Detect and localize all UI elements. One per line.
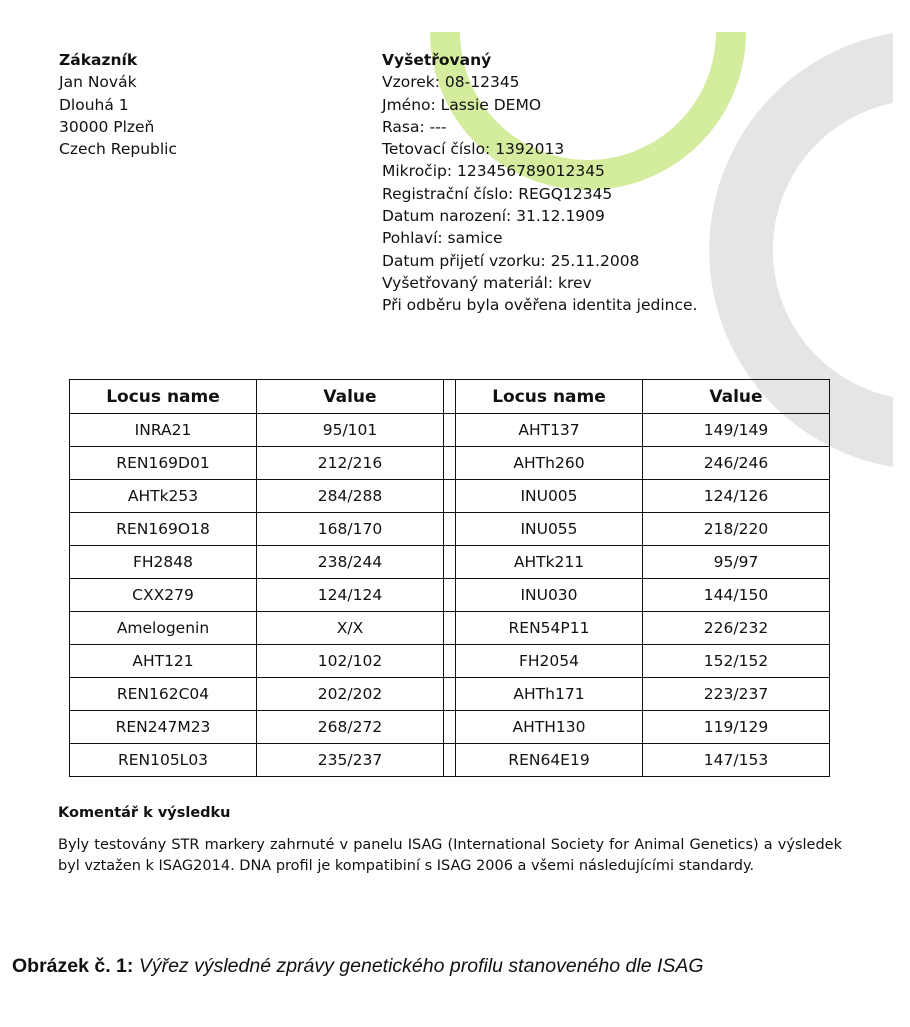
value-left-cell: 238/244 (257, 546, 444, 579)
column-separator (444, 744, 456, 777)
subject-identity-note: Při odběru byla ověřena identita jedince. (382, 296, 698, 315)
subject-registration: Registrační číslo: REGQ12345 (382, 184, 613, 203)
customer-street: Dlouhá 1 (59, 95, 129, 114)
customer-name: Jan Novák (59, 73, 137, 92)
value-left-cell: 95/101 (257, 414, 444, 447)
locus-left-cell: INRA21 (70, 414, 257, 447)
customer-block (59, 49, 177, 160)
table-row (70, 612, 830, 645)
table-row (70, 645, 830, 678)
locus-right-cell: FH2054 (456, 645, 643, 678)
customer-heading: Zákazník (59, 51, 138, 69)
caption-text: Výřez výsledné zprávy genetického profilu stanoveného dle ISAG (138, 955, 704, 977)
value-left-cell: 268/272 (257, 711, 444, 744)
customer-city: 30000 Plzeň (59, 117, 155, 136)
header-locus-right: Locus name (456, 380, 643, 414)
value-right-cell: 226/232 (643, 612, 830, 645)
value-right-cell: 124/126 (643, 480, 830, 513)
locus-right-cell: AHTh171 (456, 678, 643, 711)
column-separator (444, 645, 456, 678)
column-separator (444, 579, 456, 612)
locus-right-cell: REN54P11 (456, 612, 643, 645)
locus-right-cell: INU005 (456, 480, 643, 513)
subject-sex: Pohlaví: samice (382, 229, 503, 248)
subject-microchip: Mikročip: 123456789012345 (382, 162, 605, 181)
locus-left-cell: REN247M23 (70, 711, 257, 744)
locus-left-cell: REN169O18 (70, 513, 257, 546)
loci-header-row (70, 380, 830, 414)
header-value-right: Value (643, 380, 830, 414)
value-right-cell: 147/153 (643, 744, 830, 777)
subject-name: Jméno: Lassie DEMO (382, 95, 542, 114)
table-row (70, 480, 830, 513)
value-right-cell: 149/149 (643, 414, 830, 447)
value-right-cell: 95/97 (643, 546, 830, 579)
locus-left-cell: AHTk253 (70, 480, 257, 513)
loci-table (69, 379, 830, 777)
column-separator (444, 414, 456, 447)
locus-right-cell: AHT137 (456, 414, 643, 447)
column-separator (444, 612, 456, 645)
subject-received-date: Datum přijetí vzorku: 25.11.2008 (382, 251, 640, 270)
table-row (70, 447, 830, 480)
table-row (70, 414, 830, 447)
loci-rows (70, 414, 830, 777)
locus-left-cell: CXX279 (70, 579, 257, 612)
locus-left-cell: AHT121 (70, 645, 257, 678)
locus-right-cell: AHTH130 (456, 711, 643, 744)
locus-left-cell: REN105L03 (70, 744, 257, 777)
subject-block (382, 49, 697, 317)
locus-right-cell: AHTk211 (456, 546, 643, 579)
customer-country: Czech Republic (59, 140, 178, 159)
subject-heading: Vyšetřovaný (382, 51, 492, 69)
column-separator (444, 480, 456, 513)
value-right-cell: 152/152 (643, 645, 830, 678)
value-right-cell: 218/220 (643, 513, 830, 546)
header-locus-left: Locus name (70, 380, 257, 414)
caption-label: Obrázek č. 1: (12, 955, 134, 977)
subject-tattoo: Tetovací číslo: 1392013 (382, 140, 565, 159)
table-row (70, 711, 830, 744)
locus-left-cell: REN162C04 (70, 678, 257, 711)
column-separator (444, 380, 456, 414)
locus-right-cell: AHTh260 (456, 447, 643, 480)
subject-sample: Vzorek: 08-12345 (382, 73, 520, 92)
value-right-cell: 246/246 (643, 447, 830, 480)
value-left-cell: 212/216 (257, 447, 444, 480)
column-separator (444, 678, 456, 711)
value-left-cell: 202/202 (257, 678, 444, 711)
value-left-cell: 124/124 (257, 579, 444, 612)
column-separator (444, 513, 456, 546)
value-right-cell: 144/150 (643, 579, 830, 612)
table-row (70, 579, 830, 612)
value-left-cell: X/X (257, 612, 444, 645)
comment-text: Byly testovány STR markery zahrnuté v panelu ISAG (International Society for Animal Genetics) a výsledek byl vztažen k ISAG2014. DNA profil je kompatibiní s ISAG 2006 a všemi následujícími standardy. (58, 837, 842, 874)
figure-caption (12, 955, 704, 978)
subject-breed: Rasa: --- (382, 117, 447, 136)
locus-right-cell: INU055 (456, 513, 643, 546)
subject-material: Vyšetřovaný materiál: krev (382, 273, 592, 292)
locus-right-cell: REN64E19 (456, 744, 643, 777)
column-separator (444, 546, 456, 579)
table-row (70, 678, 830, 711)
value-left-cell: 168/170 (257, 513, 444, 546)
column-separator (444, 711, 456, 744)
table-row (70, 546, 830, 579)
locus-left-cell: REN169D01 (70, 447, 257, 480)
comment-title: Komentář k výsledku (58, 805, 231, 821)
value-right-cell: 223/237 (643, 678, 830, 711)
value-right-cell: 119/129 (643, 711, 830, 744)
column-separator (444, 447, 456, 480)
value-left-cell: 284/288 (257, 480, 444, 513)
table-row (70, 513, 830, 546)
value-left-cell: 235/237 (257, 744, 444, 777)
header-value-left: Value (257, 380, 444, 414)
table-row (70, 744, 830, 777)
value-left-cell: 102/102 (257, 645, 444, 678)
locus-left-cell: Amelogenin (70, 612, 257, 645)
locus-left-cell: FH2848 (70, 546, 257, 579)
locus-right-cell: INU030 (456, 579, 643, 612)
subject-birthdate: Datum narození: 31.12.1909 (382, 207, 605, 226)
comment-section (58, 805, 842, 876)
